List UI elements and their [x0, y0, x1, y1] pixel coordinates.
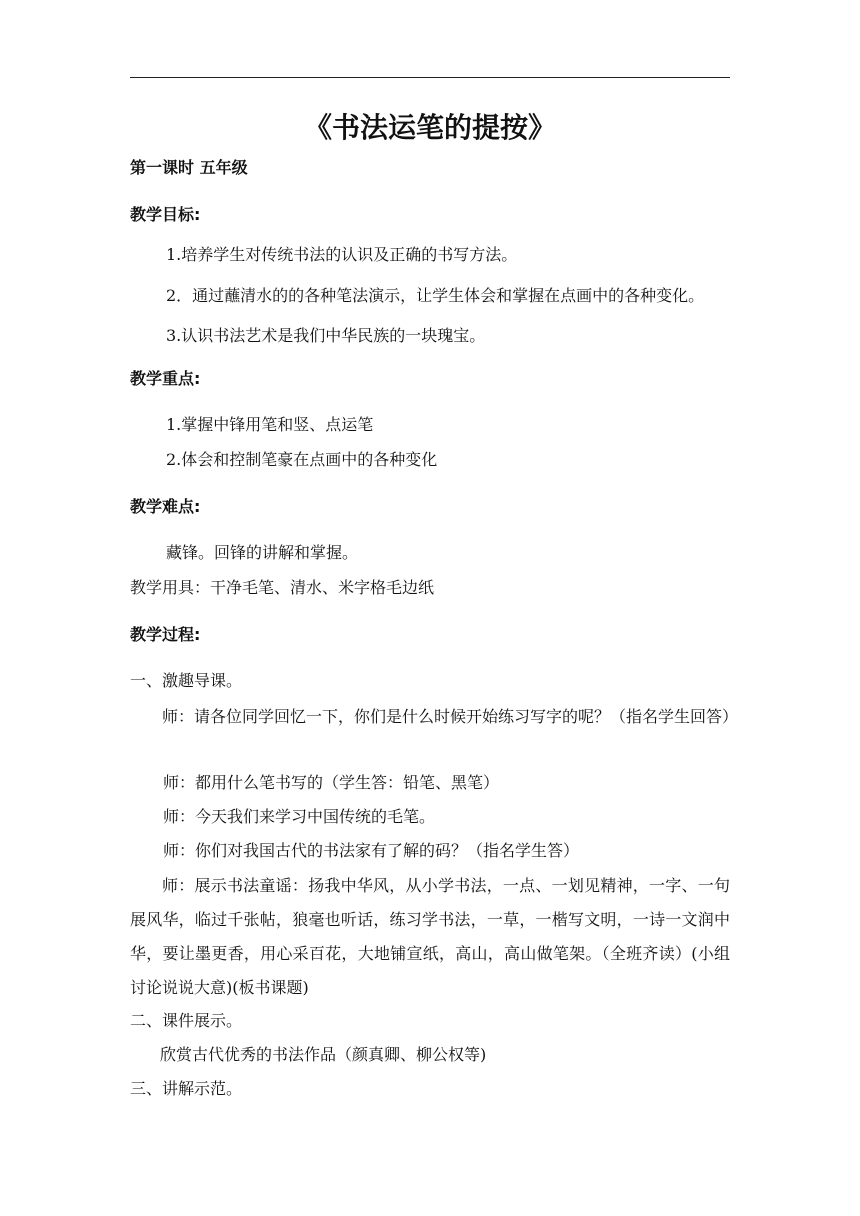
process-heading: 教学过程: — [130, 625, 201, 644]
dialogue-line: 师：今天我们来学习中国传统的毛笔。 — [163, 807, 436, 826]
difficulties-heading: 教学难点: — [130, 497, 201, 516]
dialogue-line: 师：都用什么笔书写的（学生答：铅笔、黑笔） — [163, 773, 500, 792]
section-heading: 一、激趣导课。 — [130, 671, 243, 690]
key-points-heading: 教学重点: — [130, 369, 201, 388]
header-rule — [130, 77, 730, 78]
lesson-info: 第一课时 五年级 — [130, 158, 248, 177]
dialogue-line: 师：你们对我国古代的书法家有了解的码？（指名学生答） — [163, 841, 580, 860]
section-heading: 三、讲解示范。 — [130, 1079, 243, 1098]
difficulties-text: 藏锋。回锋的讲解和掌握。 — [166, 543, 359, 562]
goal-item: 2．通过蘸清水的的各种笔法演示，让学生体会和掌握在点画中的各种变化。 — [166, 286, 705, 305]
goals-heading: 教学目标: — [130, 205, 201, 224]
key-point-item: 2.体会和控制笔豪在点画中的各种变化 — [166, 450, 438, 469]
dialogue-paragraph: 师：请各位同学回忆一下，你们是什么时候开始练习写字的呢？（指名学生回答） — [162, 707, 739, 726]
teaching-tools: 教学用具：干净毛笔、清水、米字格毛边纸 — [130, 578, 435, 597]
section-heading: 二、课件展示。 — [130, 1011, 243, 1030]
document-title: 《书法运笔的提按》 — [303, 111, 556, 144]
goal-item: 1.培养学生对传统书法的认识及正确的书写方法。 — [166, 245, 518, 264]
key-point-item: 1.掌握中锋用笔和竖、点运笔 — [166, 415, 374, 434]
poem-paragraph: 师：展示书法童谣：扬我中华风，从小学书法，一点、一划见精神，一字、一句展风华，临过千张帖，狼毫也听话，练习学书法，一草，一楷写文明，一诗一文润中华，要让墨更香，用心采百花，大地铺宣纸，高山，高山做笔架。（全班齐读）(小组讨论说说大意)(板书课题) — [130, 876, 730, 997]
goal-item: 3.认识书法艺术是我们中华民族的一块瑰宝。 — [166, 326, 486, 345]
appreciation-line: 欣赏古代优秀的书法作品（颜真卿、柳公权等) — [160, 1045, 487, 1064]
